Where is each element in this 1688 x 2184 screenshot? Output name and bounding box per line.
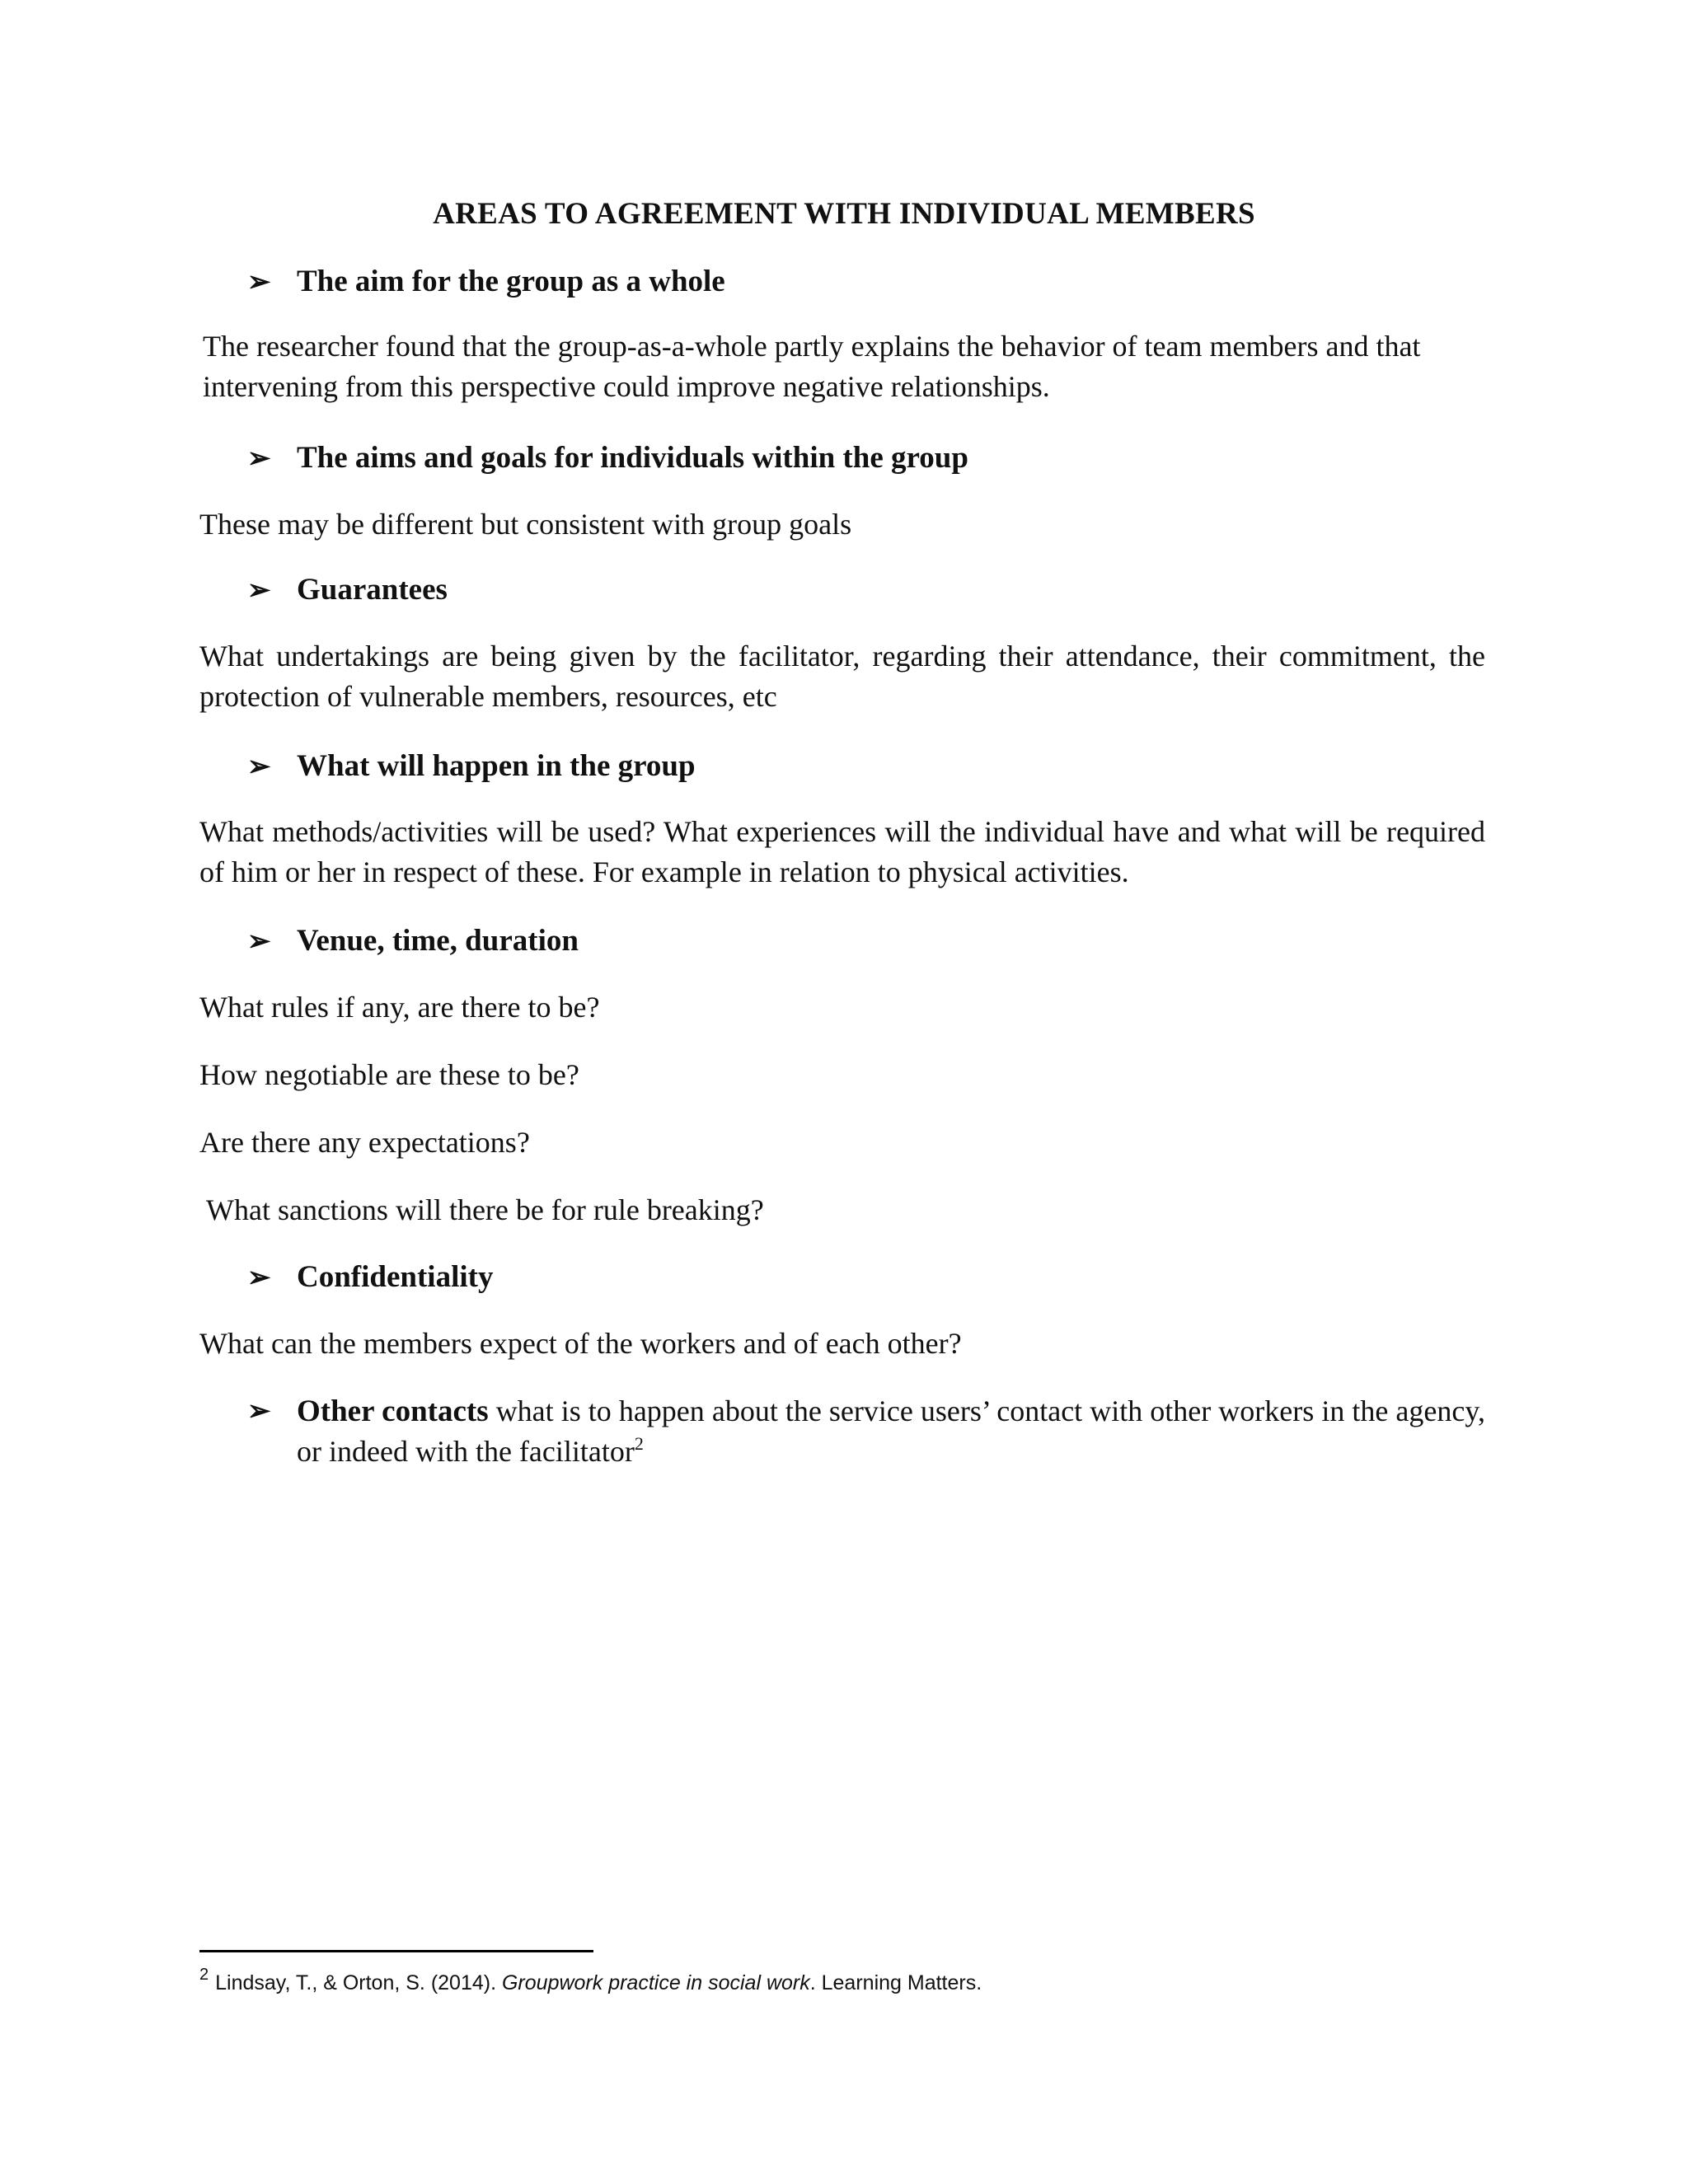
footnote-text-before: Lindsay, T., & Orton, S. (2014). [215, 1971, 502, 1994]
paragraph: What can the members expect of the workers and of each other? [199, 1327, 962, 1360]
section-heading-text: What will happen in the group [297, 749, 696, 783]
footnote-number: 2 [199, 1966, 209, 1984]
paragraph: What rules if any, are there to be? [199, 991, 600, 1024]
arrow-bullet-icon: ➢ [247, 267, 271, 298]
section-heading-aim-group [247, 264, 725, 299]
paragraph: What sanctions will there be for rule breaking? [206, 1193, 764, 1226]
paragraph: These may be different but consistent with group goals [199, 508, 852, 541]
footnote-separator [199, 1950, 593, 1952]
page-title: AREAS TO AGREEMENT WITH INDIVIDUAL MEMBERS [433, 197, 1255, 231]
arrow-bullet-icon: ➢ [247, 575, 271, 606]
other-contacts-text [297, 1391, 1485, 1472]
footnote-book-title: Groupwork practice in social work [501, 1971, 810, 1994]
arrow-bullet-icon: ➢ [247, 1263, 271, 1293]
section-other-contacts [247, 1391, 1485, 1472]
arrow-bullet-icon: ➢ [247, 752, 271, 782]
section-heading-text: The aims and goals for individuals within the group [297, 441, 968, 475]
section-heading-guarantees [247, 572, 448, 607]
section-heading-aims-individuals [247, 440, 968, 476]
section-heading-venue [247, 923, 579, 958]
paragraph: How negotiable are these to be? [199, 1058, 579, 1091]
section-heading-text: Venue, time, duration [297, 924, 579, 958]
footnote [199, 1966, 982, 1995]
paragraph: Are there any expectations? [199, 1126, 530, 1159]
section-heading-text: Guarantees [297, 573, 448, 607]
arrow-bullet-icon: ➢ [247, 926, 271, 957]
section-heading-text: The aim for the group as a whole [297, 265, 725, 298]
section-heading-text: Other contacts [297, 1394, 489, 1428]
paragraph: what is to happen about the service users’ contact with other workers in the agency, or indeed with the facilitator [297, 1394, 1485, 1468]
section-heading-what-will-happen [247, 748, 696, 784]
footnote-reference[interactable]: 2 [634, 1433, 644, 1454]
section-heading-text: Confidentiality [297, 1260, 494, 1294]
paragraph: What undertakings are being given by the facilitator, regarding their attendance, their commitment, the protection of vulnerable members, resources, etc [199, 640, 1485, 713]
footnote-text-after: . Learning Matters. [809, 1971, 982, 1994]
paragraph: The researcher found that the group-as-a-whole partly explains the behavior of team members and that intervening from this perspective could improve negative relationships. [203, 330, 1421, 403]
arrow-bullet-icon: ➢ [247, 443, 271, 474]
section-heading-confidentiality [247, 1259, 493, 1295]
paragraph: What methods/activities will be used? What experiences will the individual have and what will be required of him or her in respect of these. For example in relation to physical activities. [199, 815, 1485, 888]
arrow-bullet-icon: ➢ [247, 1396, 271, 1427]
